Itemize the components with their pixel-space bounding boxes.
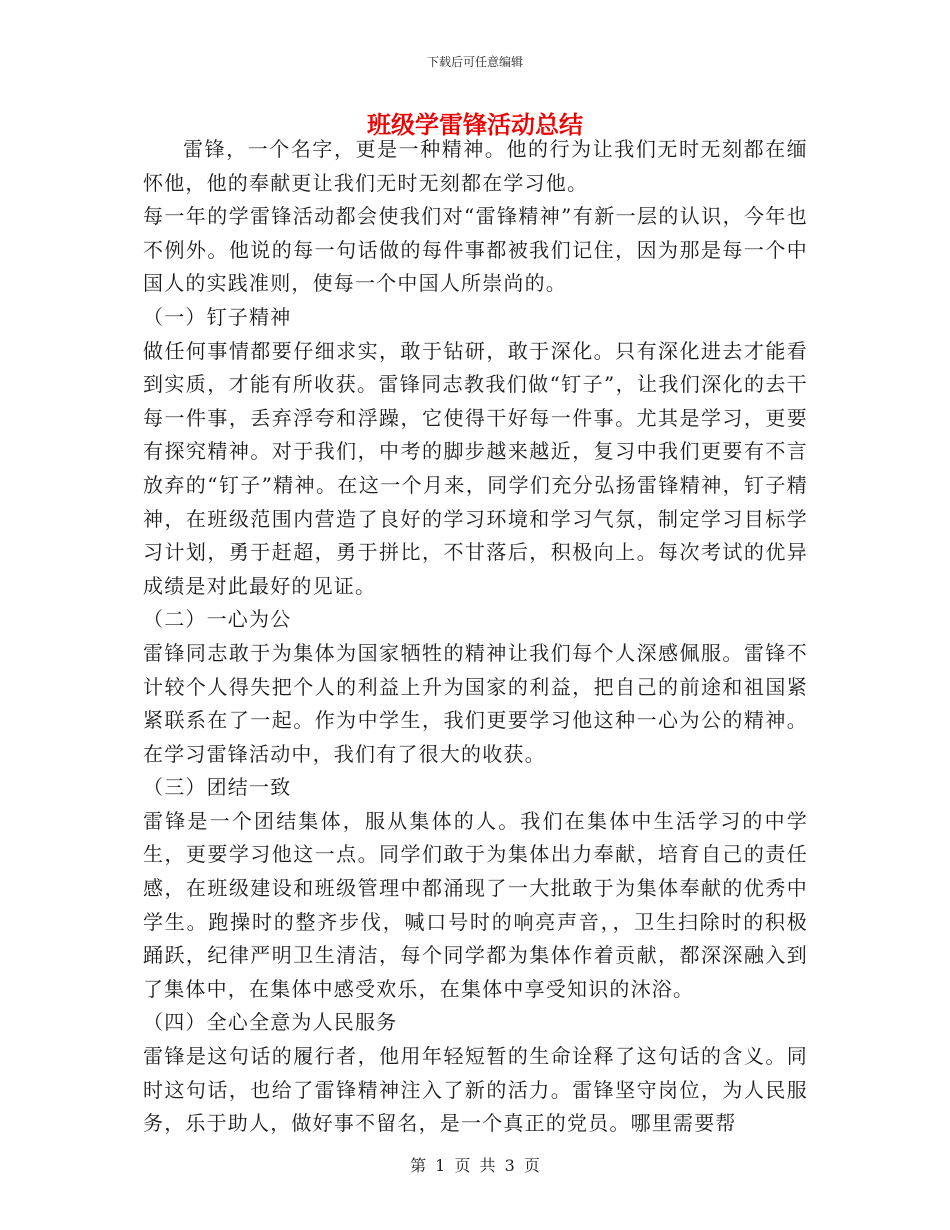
paragraph: 雷锋是一个团结集体，服从集体的人。我们在集体中生活学习的中学生，更要学习他这一点。同学们敢于为集体出力奉献，培育自己的责任感，在班级建设和班级管理中都涌现了一大批敢于为集体奉献的优秀中学生。跑操时的整齐步伐，喊口号时的响亮声音，，卫生扫除时的积极踊跃，纪律严明卫生清洁，每个同学都为集体作着贡献，都深深融入到了集体中，在集体中感受欢乐，在集体中享受知识的沐浴。	[143, 808, 808, 1001]
paragraph: 雷锋同志敢于为集体为国家牺牲的精神让我们每个人深感佩服。雷锋不计较个人得失把个人的利益上升为国家的利益，把自己的前途和祖国紧紧联系在了一起。作为中学生，我们更要学习他这种一心为公的精神。在学习雷锋活动中，我们有了很大的收获。	[143, 640, 808, 766]
page-number: 第 1 页 共 3 页	[410, 1156, 540, 1175]
paragraph: 做任何事情都要仔细求实，敢于钻研，敢于深化。只有深化进去才能看到实质，才能有所收获。雷锋同志教我们做“钉子”，让我们深化的去干每一件事，丢弃浮夸和浮躁，它使得干好每一件事。尤其是学习，更要有探究精神。对于我们，中考的脚步越来越近，复习中我们更要有不言放弃的“钉子”精神。在这一个月来，同学们充分弘扬雷锋精神，钉子精神，在班级范围内营造了良好的学习环境和学习气氛，制定学习目标学习计划，勇于赶超，勇于拼比，不甘落后，积极向上。每次考试的优异成绩是对此最好的见证。	[143, 338, 808, 598]
paragraph-intro: 雷锋，一个名字，更是一种精神。他的行为让我们无时无刻都在缅怀他，他的奉献更让我们无时无刻都在学习他。	[143, 137, 808, 195]
section-heading-4: （四）全心全意为人民服务	[143, 1010, 398, 1035]
page-header-note: 下载后可任意编辑	[426, 55, 523, 69]
paragraph: 雷锋是这句话的履行者，他用年轻短暂的生命诠释了这句话的含义。同时这句话，也给了雷锋精神注入了新的活力。雷锋坚守岗位，为人民服务，乐于助人，做好事不留名，是一个真正的党员。哪里需要帮	[143, 1044, 808, 1136]
document-body	[143, 133, 808, 1141]
section-heading-2: （二）一心为公	[143, 607, 292, 632]
section-heading-3: （三）团结一致	[143, 775, 292, 800]
paragraph: 每一年的学雷锋活动都会使我们对“雷锋精神”有新一层的认识，今年也不例外。他说的每一句话做的每件事都被我们记住，因为那是每一个中国人的实践准则，使每一个中国人所崇尚的。	[143, 204, 808, 296]
document-title: 班级学雷锋活动总结	[367, 110, 583, 139]
section-heading-1: （一）钉子精神	[143, 304, 292, 329]
